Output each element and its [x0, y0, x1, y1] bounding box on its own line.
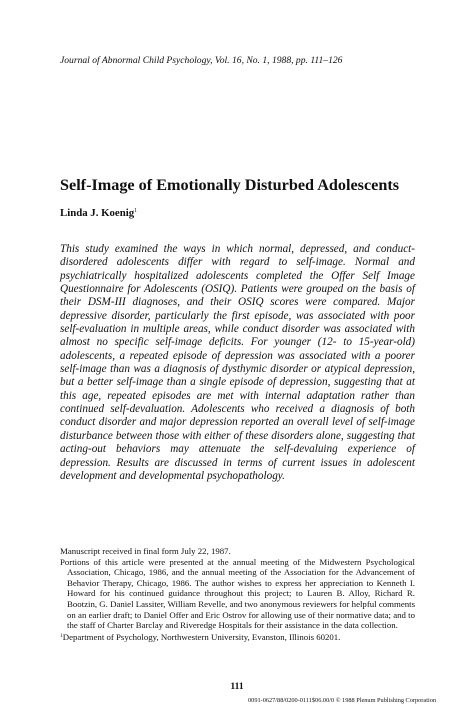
author-line [60, 207, 137, 219]
footnotes [60, 546, 415, 642]
copyright-line: 0091-0627/88/0200-0111$06.00/0 © 1988 Plenum Publishing Corporation [248, 697, 436, 704]
affiliation-footnote-mark: 1 [60, 632, 63, 639]
author-footnote-mark: 1 [134, 208, 138, 214]
abstract: This study examined the ways in which normal, depressed, and conduct-disordered adolescents differ with regard to self-image. Normal and psychiatrically hospitalized adolescents completed the Offer Self Image Questionnaire for Adolescents (OSIQ). Patients were grouped on the basis of their DSM-III diagnoses, and their OSIQ scores were compared. Major depressive disorder, particularly the first episode, was associated with poor self-evaluation in multiple areas, while conduct disorder was associated with almost no specific self-image deficits. For younger (12- to 15-year-old) adolescents, a repeated episode of depression was associated with a poorer self-image than was a diagnosis of dysthymic disorder or atypical depression, but a better self-image than a single episode of depression, suggesting that at this age, repeated episodes are met with internal adaptation rather than continued self-devaluation. Adolescents who received a diagnosis of both conduct disorder and major depression reported an overall level of self-image disturbance between those with either of these disorders alone, suggesting that acting-out behaviors may attenuate the self-devaluing experience of depression. Results are discussed in terms of current issues in adolescent development and developmental psychopathology. [60, 243, 415, 482]
affiliation-note [60, 631, 415, 643]
journal-citation: Journal of Abnormal Child Psychology, Vol. 16, No. 1, 1988, pp. 111–126 [60, 55, 343, 66]
affiliation-text: Department of Psychology, Northwestern University, Evanston, Illinois 60201. [62, 631, 341, 642]
author-name: Linda J. Koenig [60, 207, 135, 219]
acknowledgment-note: Portions of this article were presented at the annual meeting of the Midwestern Psychological Association, Chicago, 1986, and the annual meeting of the Association for the Advancement of Behavior Therapy, Chicago, 1986. The author wishes to express her appreciation to Kenneth I. Howard for his continued guidance throughout this project; to Lauren B. Alloy, Richard R. Bootzin, G. Daniel Lassiter, William Revelle, and two anonymous reviewers for helpful comments on an earlier draft; to Daniel Offer and Eric Ostrov for allowing use of their normative data; and to the staff of Charter Barclay and Riveredge Hospitals for their assistance in the data collection. [60, 556, 415, 631]
article-title: Self-Image of Emotionally Disturbed Adolescents [60, 176, 400, 194]
page-number: 111 [230, 681, 244, 692]
received-note: Manuscript received in final form July 22, 1987. [60, 546, 231, 556]
